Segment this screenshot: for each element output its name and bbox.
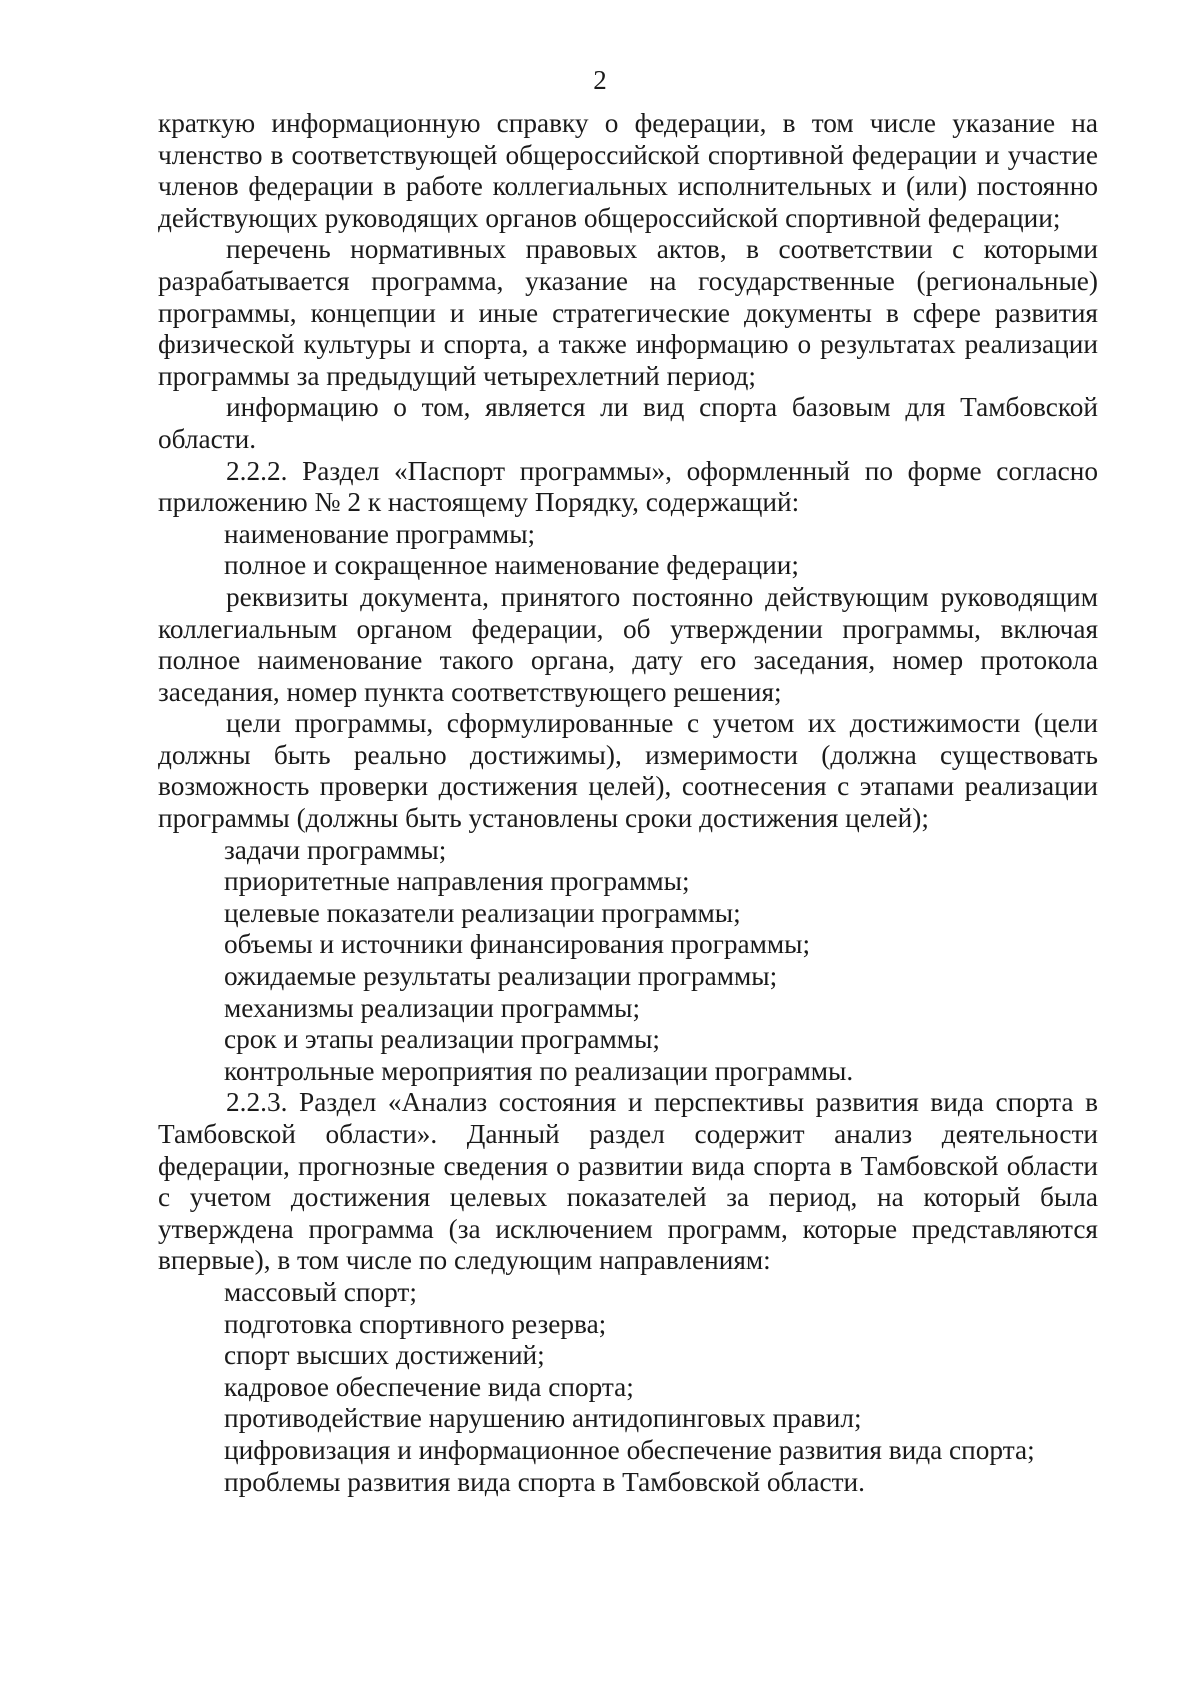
page-number: 2 <box>593 65 607 95</box>
document-body <box>158 108 1098 1498</box>
list-item: задачи программы; <box>224 834 447 865</box>
section-2-2-3: 2.2.3. Раздел «Анализ состояния и перспективы развития вида спорта в Тамбовской области». Данный раздел содержит анализ деятельности федерации, прогнозные сведения о развитии вида спорта в Тамбовской области с учетом достижения целевых показателей за период, на который была утверждена программа (за исключением программ, которые представляются впервые), в том числе по следующим направлениям: <box>158 1087 1098 1276</box>
paragraph-legal-acts: перечень нормативных правовых актов, в соответствии с которыми разрабатывается программа, указание на государственные (региональные) программы, концепции и иные стратегические документы в сфере развития физической культуры и спорта, а также информацию о результатах реализации программы за предыдущий четырехлетний период; <box>158 234 1098 391</box>
list-item: объемы и источники финансирования программы; <box>224 929 811 960</box>
list-item: цифровизация и информационное обеспечение развития вида спорта; <box>224 1434 1035 1465</box>
list-item: полное и сокращенное наименование федерации; <box>224 550 799 581</box>
list-item: массовый спорт; <box>224 1276 417 1307</box>
list-item: приоритетные направления программы; <box>224 866 690 897</box>
paragraph-goals: цели программы, сформулированные с учетом их достижимости (цели должны быть реально достижимы), измеримости (должна существовать возможность проверки достижения целей), соотнесения с этапами реализации программы (должны быть установлены сроки достижения целей); <box>158 708 1098 834</box>
section-2-2-2: 2.2.2. Раздел «Паспорт программы», оформленный по форме согласно приложению № 2 к настоящему Порядку, содержащий: <box>158 455 1098 518</box>
list-item: кадровое обеспечение вида спорта; <box>224 1371 634 1402</box>
list-item: спорт высших достижений; <box>224 1340 545 1371</box>
paragraph-requisites: реквизиты документа, принятого постоянно действующим руководящим коллегиальным органом федерации, об утверждении программы, включая полное наименование такого органа, дату его заседания, номер протокола заседания, номер пункта соответствующего решения; <box>158 581 1098 707</box>
list-item: противодействие нарушению антидопинговых правил; <box>224 1403 862 1434</box>
list-item: подготовка спортивного резерва; <box>224 1308 607 1339</box>
list-item: механизмы реализации программы; <box>224 992 641 1023</box>
list-item: срок и этапы реализации программы; <box>224 1024 661 1055</box>
list-item: наименование программы; <box>224 518 536 549</box>
list-item: проблемы развития вида спорта в Тамбовской области. <box>224 1466 865 1497</box>
list-item: контрольные мероприятия по реализации программы. <box>224 1055 854 1086</box>
list-item: ожидаемые результаты реализации программы; <box>224 961 778 992</box>
list-item: целевые показатели реализации программы; <box>224 897 741 928</box>
paragraph-federation-info: краткую информационную справку о федерации, в том числе указание на членство в соответствующей общероссийской спортивной федерации и участие членов федерации в работе коллегиальных исполнительных и (или) постоянно действующих руководящих органов общероссийской спортивной федерации; <box>158 108 1098 233</box>
paragraph-base-sport: информацию о том, является ли вид спорта базовым для Тамбовской области. <box>158 392 1098 454</box>
